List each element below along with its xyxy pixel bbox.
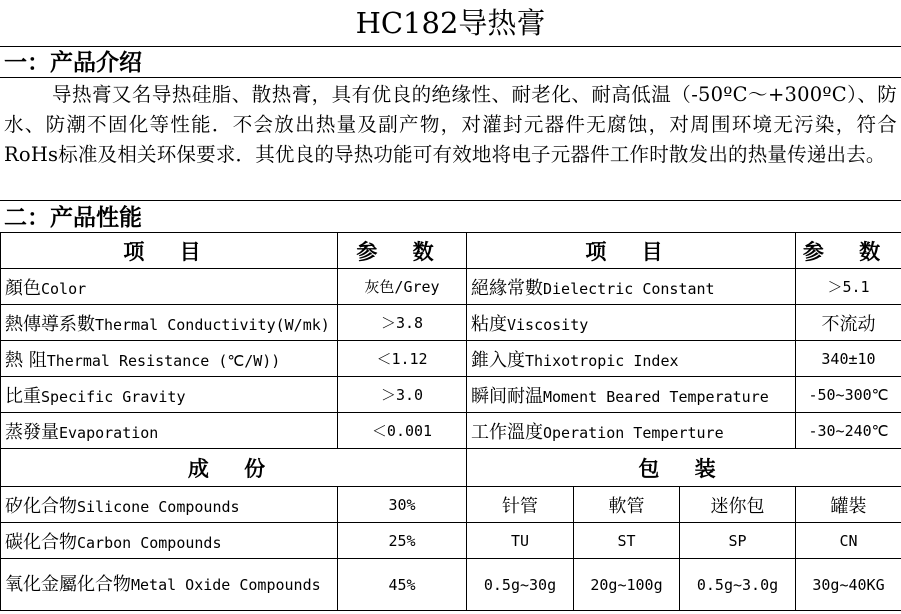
property-name: 錐入度Thixotropic Index xyxy=(467,341,796,377)
package-header: 包 装 xyxy=(467,449,901,487)
property-name: 粘度Viscosity xyxy=(467,305,796,341)
property-value: -30~240℃ xyxy=(796,413,901,449)
property-name: 工作溫度Operation Temperture xyxy=(467,413,796,449)
table-header-row xyxy=(1,449,901,487)
table-row xyxy=(1,269,901,305)
composition-name: 矽化合物Silicone Compounds xyxy=(1,487,338,523)
property-name: 瞬间耐温Moment Beared Temperature xyxy=(467,377,796,413)
property-name: 比重Specific Gravity xyxy=(1,377,338,413)
table-row xyxy=(1,341,901,377)
property-value: ＜0.001 xyxy=(338,413,467,449)
property-name: 蒸發量Evaporation xyxy=(1,413,338,449)
property-value: ＞3.8 xyxy=(338,305,467,341)
divider xyxy=(0,200,901,201)
composition-header: 成 份 xyxy=(1,449,467,487)
document-title: HC182导热膏 xyxy=(355,6,546,40)
composition-percent: 45% xyxy=(338,559,467,611)
table-row xyxy=(1,305,901,341)
header-param: 参 数 xyxy=(338,233,467,269)
package-code: ST xyxy=(574,523,680,559)
package-code: CN xyxy=(796,523,901,559)
property-value: ＜1.12 xyxy=(338,341,467,377)
package-type: 軟管 xyxy=(574,487,680,523)
composition-percent: 30% xyxy=(338,487,467,523)
package-code: SP xyxy=(680,523,796,559)
divider xyxy=(0,46,901,47)
package-type: 罐裝 xyxy=(796,487,901,523)
header-item: 项 目 xyxy=(467,233,796,269)
package-type: 迷你包 xyxy=(680,487,796,523)
header-item: 项 目 xyxy=(1,233,338,269)
intro-paragraph: 导热膏又名导热硅脂、散热膏，具有优良的绝缘性、耐老化、耐高低温（-50ºC～+300ºC）、防水、防潮不固化等性能．不会放出热量及副产物，对灌封元器件无腐蚀，对周围环境无污染，符合RoHs标准及相关环保要求．其优良的导热功能可有效地将电子元器件工作时散发出的热量传递出去。 xyxy=(4,83,897,166)
property-name: 熱 阻Thermal Resistance (℃/W)) xyxy=(1,341,338,377)
property-name: 顏色Color xyxy=(1,269,338,305)
table-header-row xyxy=(1,233,901,269)
table-row xyxy=(1,487,901,523)
property-value: 灰色/Grey xyxy=(338,269,467,305)
property-value: 不流动 xyxy=(796,305,901,341)
table-row xyxy=(1,377,901,413)
table-row xyxy=(1,559,901,611)
package-code: TU xyxy=(467,523,574,559)
table-row xyxy=(1,523,901,559)
composition-name: 氧化金屬化合物Metal Oxide Compounds xyxy=(1,559,338,611)
divider xyxy=(0,77,901,78)
property-value: 340±10 xyxy=(796,341,901,377)
header-param: 参 数 xyxy=(796,233,901,269)
section-heading-intro: 一：产品介绍 xyxy=(4,49,142,76)
property-value: ＞5.1 xyxy=(796,269,901,305)
property-name: 絕緣常數Dielectric Constant xyxy=(467,269,796,305)
composition-name: 碳化合物Carbon Compounds xyxy=(1,523,338,559)
package-size: 0.5g~30g xyxy=(467,559,574,611)
package-size: 0.5g~3.0g xyxy=(680,559,796,611)
composition-percent: 25% xyxy=(338,523,467,559)
property-value: ＞3.0 xyxy=(338,377,467,413)
package-size: 30g~40KG xyxy=(796,559,901,611)
property-name: 熱傳導系數Thermal Conductivity(W/mk) xyxy=(1,305,338,341)
package-size: 20g~100g xyxy=(574,559,680,611)
performance-table xyxy=(0,232,901,449)
section-heading-performance: 二：产品性能 xyxy=(4,204,142,231)
composition-package-table xyxy=(0,448,901,611)
table-row xyxy=(1,413,901,449)
property-value: -50~300℃ xyxy=(796,377,901,413)
package-type: 针管 xyxy=(467,487,574,523)
